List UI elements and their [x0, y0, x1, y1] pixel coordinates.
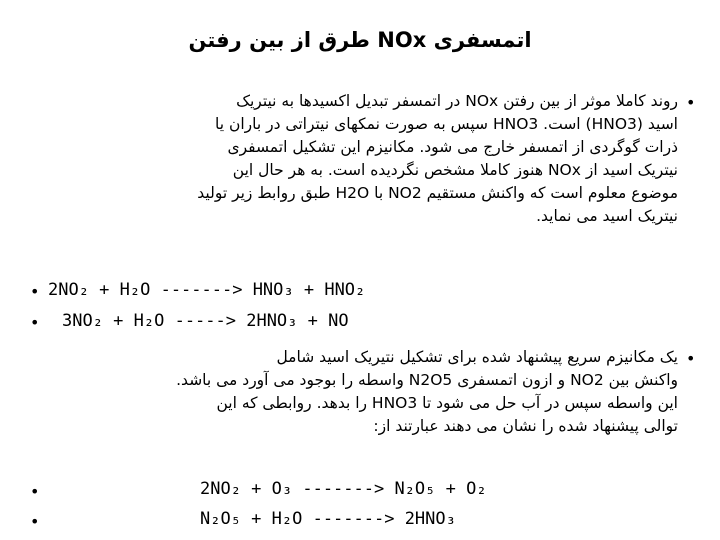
- bullet-paragraph-1: •: [686, 93, 696, 112]
- paragraph-1-line: نیتریک اسید می نماید.: [536, 207, 678, 225]
- paragraph-1-line: موضوع معلوم است که واکنش مستقیم NO2 با H2O طبق روابط زیر تولید: [197, 184, 678, 202]
- equation-2: 3NO₂ + H₂O -----> 2HNO₃ + NO: [62, 311, 349, 331]
- paragraph-1-line: ذرات گوگردی از اتمسفر خارج می شود. مکانیزم این تشکیل اتمسفری: [227, 138, 678, 156]
- paragraph-2-line: این واسطه سپس در آب حل می شود تا HNO3 را بدهد. روابطی که این: [216, 394, 678, 412]
- paragraph-1: [52, 90, 678, 228]
- paragraph-1-line: نیتریک اسید از NOx هنوز کاملا مشخص نگردیده است. به هر حال این: [232, 161, 678, 179]
- bullet-paragraph-2: •: [686, 349, 696, 368]
- equation-3: 2NO₂ + O₃ -------> N₂O₅ + O₂: [200, 479, 487, 499]
- paragraph-2: [62, 346, 678, 438]
- bullet-equation-1: •: [30, 282, 40, 301]
- bullet-equation-3: •: [30, 482, 40, 501]
- paragraph-1-line: اسید (HNO3) است. HNO3 سپس به صورت نمکهای نیتراتی در باران یا: [214, 115, 678, 133]
- bullet-equation-2: •: [30, 313, 40, 332]
- paragraph-2-line: یک مکانیزم سریع پیشنهاد شده برای تشکیل نتیریک اسید شامل: [276, 348, 678, 366]
- paragraph-2-line: توالی پیشنهاد شده را نشان می دهند عبارتند از:: [373, 417, 678, 435]
- paragraph-1-line: روند کاملا موثر از بین رفتن NOx در اتمسفر تبدیل اکسیدها به نیتریک: [236, 92, 678, 110]
- equation-1: 2NO₂ + H₂O -------> HNO₃ + HNO₂: [48, 280, 366, 300]
- equation-4: N₂O₅ + H₂O -------> 2HNO₃: [200, 509, 456, 529]
- bullet-equation-4: •: [30, 512, 40, 531]
- paragraph-2-line: واکنش بین NO2 و ازون اتمسفری N2O5 واسطه را بوجود می آورد می باشد.: [176, 371, 678, 389]
- slide-title: اتمسفری NOx طرق از بین رفتن: [188, 28, 532, 52]
